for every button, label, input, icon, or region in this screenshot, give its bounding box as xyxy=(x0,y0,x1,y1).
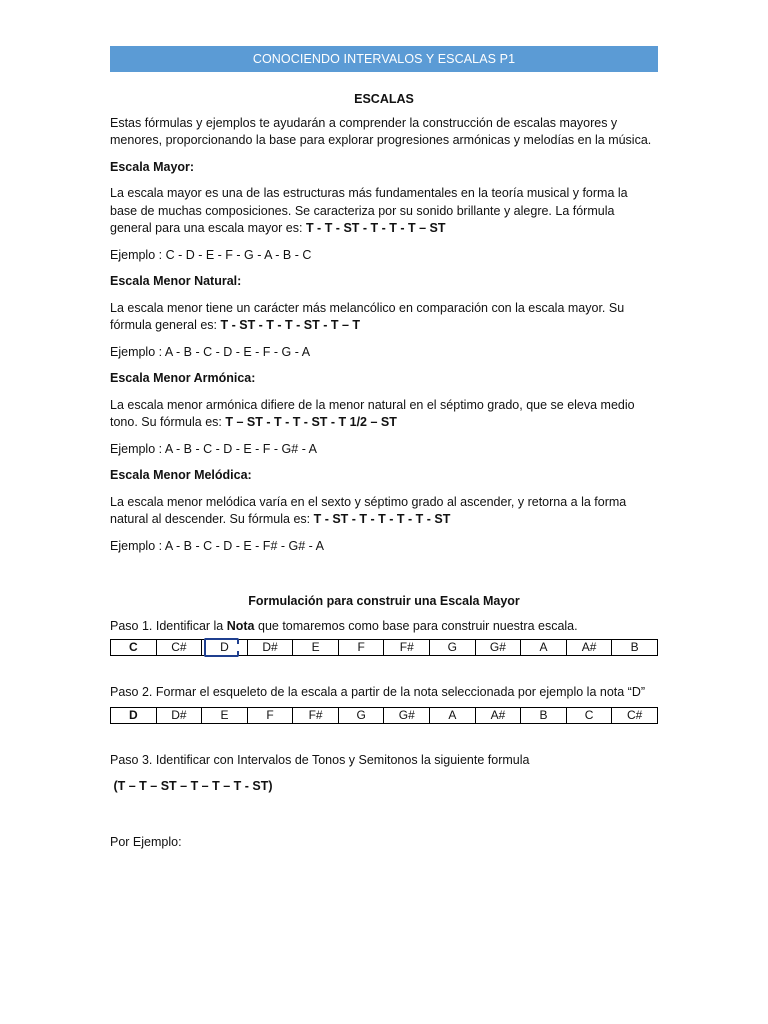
notes-table-chromatic xyxy=(110,639,658,656)
note-cell: F xyxy=(338,640,384,656)
note-cell: G# xyxy=(384,707,430,723)
note-cell-label: D xyxy=(220,640,229,654)
note-cell: C xyxy=(111,640,157,656)
page-banner: CONOCIENDO INTERVALOS Y ESCALAS P1 xyxy=(110,46,658,72)
note-cell: D# xyxy=(156,707,202,723)
section-heading-melodic-minor: Escala Menor Melódica: xyxy=(110,468,252,482)
table-row xyxy=(111,707,658,723)
step1-post: que tomaremos como base para construir nuestra escala. xyxy=(254,618,578,633)
note-cell: E xyxy=(202,707,248,723)
note-cell: C xyxy=(566,707,612,723)
section-heading-major: Escala Mayor: xyxy=(110,159,195,174)
note-cell: F# xyxy=(384,640,430,656)
step3-text: Paso 3. Identificar con Intervalos de Tonos y Semitonos la siguiente formula xyxy=(110,752,530,767)
section-heading-natural-minor: Escala Menor Natural: xyxy=(110,274,242,288)
note-cell: G xyxy=(430,640,476,656)
note-cell: D xyxy=(111,707,157,723)
section-text-natural-minor xyxy=(110,300,658,335)
step1-pre: Paso 1. Identificar la xyxy=(110,618,227,633)
section-formula: T - T - ST - T - T - T – ST xyxy=(305,221,446,235)
section-formula: T – ST - T - T - ST - T 1/2 – ST xyxy=(225,415,397,429)
section-example-natural-minor: Ejemplo : A - B - C - D - E - F - G - A xyxy=(110,344,311,359)
note-cell: C# xyxy=(156,640,202,656)
step3-formula: (T – T – ST – T – T – T - ST) xyxy=(110,779,273,793)
section-example-melodic-minor: Ejemplo : A - B - C - D - E - F# - G# - A xyxy=(110,538,324,553)
note-cell: A# xyxy=(475,707,521,723)
note-cell: B xyxy=(521,707,567,723)
section-heading-harmonic-minor: Escala Menor Armónica: xyxy=(110,371,256,385)
table-row xyxy=(111,640,658,656)
section-desc: La escala menor tiene un carácter más melancólico en comparación con la escala mayor. Su fórmula general es: xyxy=(110,300,625,332)
note-cell: F# xyxy=(293,707,339,723)
notes-table-d-skeleton xyxy=(110,707,658,724)
section-example-major: Ejemplo : C - D - E - F - G - A - B - C xyxy=(110,247,312,262)
note-cell: E xyxy=(293,640,339,656)
note-cell: C# xyxy=(612,707,658,723)
note-cell: A xyxy=(521,640,567,656)
section-formula: T - ST - T - T - ST - T – T xyxy=(220,318,361,332)
note-cell: A xyxy=(430,707,476,723)
formulation-title: Formulación para construir una Escala Mayor xyxy=(248,594,520,608)
note-cell: G xyxy=(338,707,384,723)
example-label: Por Ejemplo: xyxy=(110,834,182,849)
document-page xyxy=(110,46,658,851)
section-text-harmonic-minor xyxy=(110,397,658,432)
step2-text: Paso 2. Formar el esqueleto de la escala a partir de la nota seleccionada por ejemplo la nota “D” xyxy=(110,685,646,699)
section-example-harmonic-minor: Ejemplo : A - B - C - D - E - F - G# - A xyxy=(110,441,317,456)
section-text-major xyxy=(110,185,658,238)
note-cell: A# xyxy=(566,640,612,656)
section-desc: La escala menor armónica difiere de la menor natural en el séptimo grado, que se eleva medio tono. Su fórmula es: xyxy=(110,397,635,429)
note-cell: G# xyxy=(475,640,521,656)
section-desc: La escala menor melódica varía en el sexto y séptimo grado al ascender, y retorna a la forma natural al descender. Su fórmula es: xyxy=(110,494,627,526)
intro-paragraph: Estas fórmulas y ejemplos te ayudarán a comprender la construcción de escalas mayores y menores, proporcionando la base para explorar progresiones armónicas y melodías en la música. xyxy=(110,115,652,147)
section-text-melodic-minor xyxy=(110,494,658,529)
section-desc: La escala mayor es una de las estructuras más fundamentales en la teoría musical y forma la base de muchas composiciones. Se caracteriza por su sonido brillante y alegre. La fórmula general para una escala mayor es: xyxy=(110,186,628,235)
step1-bold: Nota xyxy=(226,618,255,633)
page-title: ESCALAS xyxy=(354,92,414,106)
section-formula: T - ST - T - T - T - T - ST xyxy=(313,512,451,526)
step1-text xyxy=(110,618,658,636)
note-cell-selected xyxy=(202,640,248,656)
note-cell: B xyxy=(612,640,658,656)
selection-highlight xyxy=(204,638,239,657)
note-cell: F xyxy=(247,707,293,723)
note-cell: D# xyxy=(247,640,293,656)
